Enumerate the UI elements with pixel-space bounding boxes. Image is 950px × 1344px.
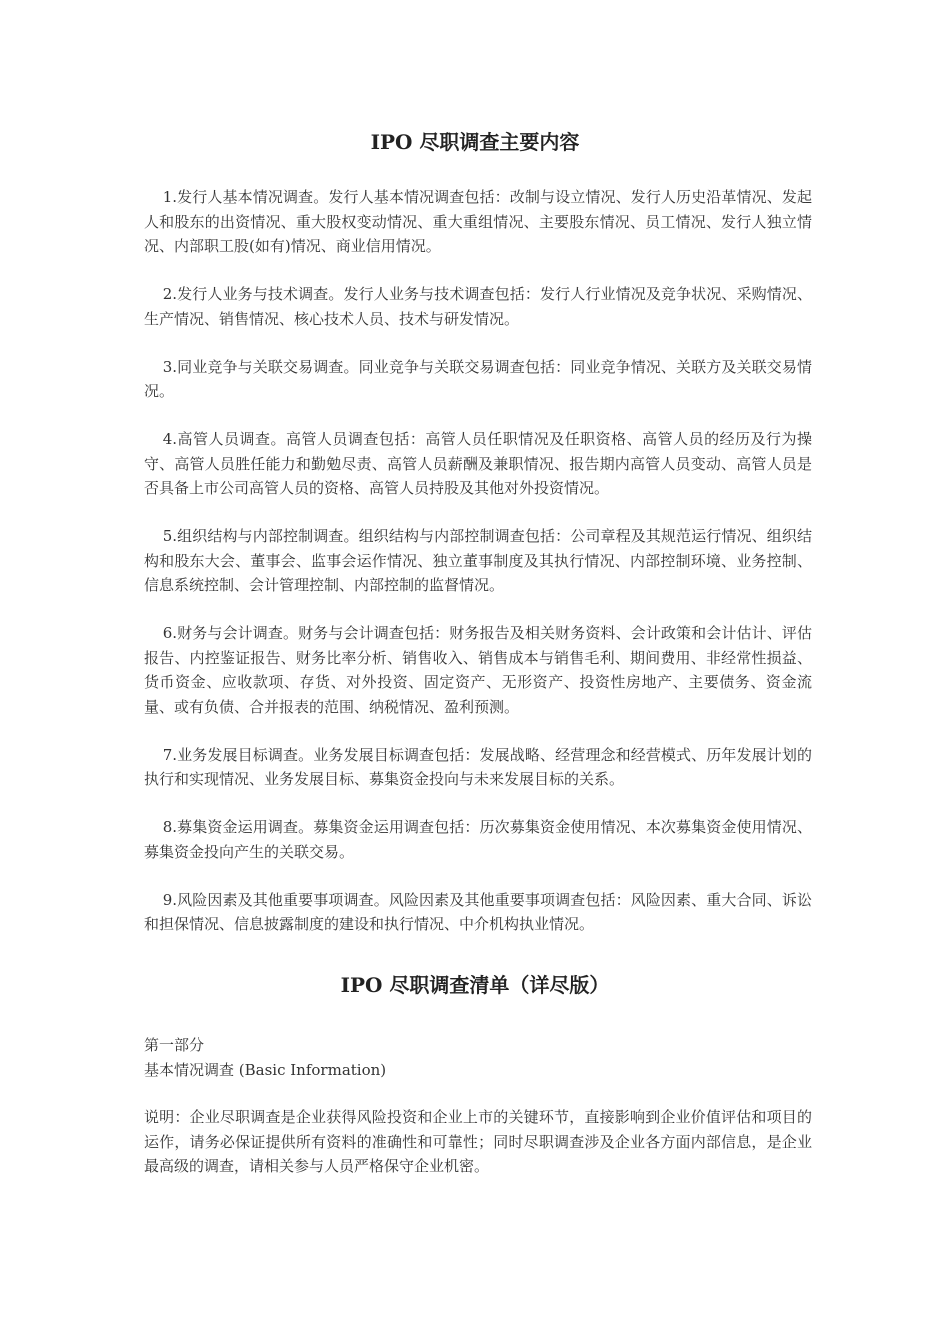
paragraph-9: 9.风险因素及其他重要事项调查。风险因素及其他重要事项调查包括：风险因素、重大合同、诉讼和担保情况、信息披露制度的建设和执行情况、中介机构执业情况。 [144, 890, 812, 933]
checklist-title: IPO 尽职调查清单（详尽版） [340, 973, 610, 997]
part-heading [144, 1033, 812, 1082]
part-label: 第一部分 [144, 1036, 205, 1054]
paragraph-6: 6.财务与会计调查。财务与会计调查包括：财务报告及相关财务资料、会计政策和会计估计、评估报告、内控鉴证报告、财务比率分析、销售收入、销售成本与销售毛利、期间费用、非经常性损益、货币资金、应收款项、存货、对外投资、固定资产、无形资产、投资性房地产、主要债务、资金流量、或有负债、合并报表的范围、纳税情况、盈利预测。 [144, 624, 812, 716]
paragraph-8: 8.募集资金运用调查。募集资金运用调查包括：历次募集资金使用情况、本次募集资金使用情况、募集资金投向产生的关联交易。 [144, 818, 812, 861]
content-body [144, 185, 812, 960]
note-paragraph: 说明：企业尽职调查是企业获得风险投资和企业上市的关键环节，直接影响到企业价值评估和项目的运作，请务必保证提供所有资料的准确性和可靠性；同时尽职调查涉及企业各方面内部信息，是企业最高级的调查，请相关参与人员严格保守企业机密。 [144, 1108, 812, 1175]
paragraph-4: 4.高管人员调查。高管人员调查包括：高管人员任职情况及任职资格、高管人员的经历及行为操守、高管人员胜任能力和勤勉尽责、高管人员薪酬及兼职情况、报告期内高管人员变动、高管人员是否具备上市公司高管人员的资格、高管人员持股及其他对外投资情况。 [144, 430, 812, 497]
part-title: 基本情况调查 (Basic Information) [144, 1060, 387, 1079]
paragraph-3: 3.同业竞争与关联交易调查。同业竞争与关联交易调查包括：同业竞争情况、关联方及关联交易情况。 [144, 357, 812, 400]
paragraph-2: 2.发行人业务与技术调查。发行人业务与技术调查包括：发行人行业情况及竞争状况、采购情况、生产情况、销售情况、核心技术人员、技术与研发情况。 [144, 285, 812, 328]
paragraph-5: 5.组织结构与内部控制调查。组织结构与内部控制调查包括：公司章程及其规范运行情况、组织结构和股东大会、董事会、监事会运作情况、独立董事制度及其执行情况、内部控制环境、业务控制、信息系统控制、会计管理控制、内部控制的监督情况。 [144, 527, 812, 594]
paragraph-7: 7.业务发展目标调查。业务发展目标调查包括：发展战略、经营理念和经营模式、历年发展计划的执行和实现情况、业务发展目标、募集资金投向与未来发展目标的关系。 [144, 745, 812, 788]
main-title: IPO 尽职调查主要内容 [370, 130, 580, 154]
paragraph-1: 1.发行人基本情况调查。发行人基本情况调查包括：改制与设立情况、发行人历史沿革情况、发起人和股东的出资情况、重大股权变动情况、重大重组情况、主要股东情况、员工情况、发行人独立情况、内部职工股(如有)情况、商业信用情况。 [144, 188, 812, 255]
